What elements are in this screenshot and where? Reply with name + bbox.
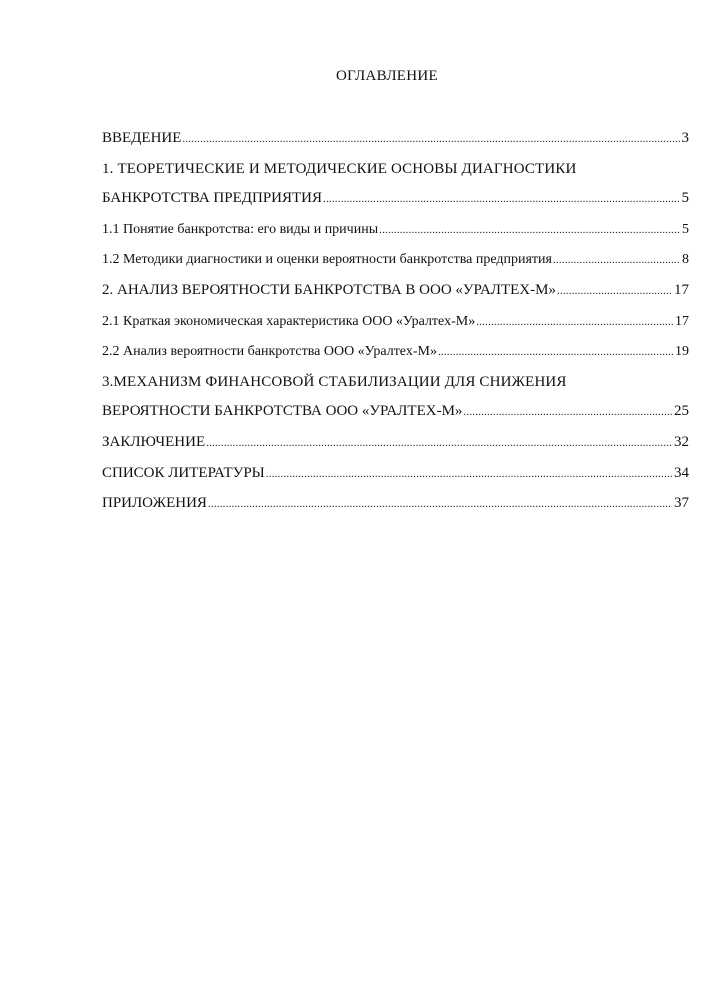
toc-entry-page: 32: [674, 433, 689, 450]
toc-entry-page: 17: [675, 313, 689, 329]
toc-entry-text: БАНКРОТСТВА ПРЕДПРИЯТИЯ: [102, 190, 322, 207]
toc-entry-page: 17: [674, 281, 689, 298]
toc-entry-text: 2.2 Анализ вероятности банкротства ООО «Уралтех-М»: [102, 344, 437, 360]
toc-entry[interactable]: [102, 397, 689, 428]
toc-entry-page: 25: [674, 403, 689, 420]
toc-entry-page: 3: [681, 130, 689, 146]
toc-entry-text: ЗАКЛЮЧЕНИЕ: [102, 433, 206, 450]
toc-leader-dots: [182, 125, 679, 155]
toc-entry-text: 2.1 Краткая экономическая характеристика ООО «Уралтех-М»: [102, 313, 476, 329]
toc-entry[interactable]: [102, 459, 689, 490]
toc-leader-dots: [266, 460, 672, 490]
toc-entry-text: СПИСОК ЛИТЕРАТУРЫ: [102, 464, 265, 481]
toc-entry[interactable]: [102, 337, 689, 368]
toc-leader-dots: [438, 338, 673, 368]
toc-leader-dots: [206, 429, 672, 459]
toc-entry[interactable]: [102, 307, 689, 338]
toc-leader-dots: [208, 490, 672, 520]
toc-entry-text: 1. ТЕОРЕТИЧЕСКИЕ И МЕТОДИЧЕСКИЕ ОСНОВЫ ДИАГНОСТИКИ: [102, 160, 577, 177]
table-of-contents: [102, 124, 689, 520]
toc-entry-text: 3.МЕХАНИЗМ ФИНАНСОВОЙ СТАБИЛИЗАЦИИ ДЛЯ СНИЖЕНИЯ: [102, 373, 567, 390]
toc-entry[interactable]: [102, 155, 689, 185]
toc-entry-text: ПРИЛОЖЕНИЯ: [102, 495, 207, 512]
toc-entry[interactable]: [102, 428, 689, 459]
toc-leader-dots: [379, 216, 680, 246]
toc-entry[interactable]: [102, 276, 689, 307]
toc-entry[interactable]: [102, 124, 689, 155]
toc-entry-page: 34: [674, 464, 689, 481]
toc-leader-dots: [553, 246, 680, 276]
toc-entry-text: 1.1 Понятие банкротства: его виды и причины: [102, 221, 379, 237]
toc-leader-dots: [463, 398, 672, 428]
toc-entry-text: ВЕРОЯТНОСТИ БАНКРОТСТВА ООО «УРАЛТЕХ-М»: [102, 403, 463, 420]
toc-entry-page: 5: [681, 190, 689, 207]
toc-leader-dots: [476, 308, 673, 338]
toc-entry[interactable]: [102, 245, 689, 276]
toc-entry[interactable]: [102, 489, 689, 520]
toc-entry-page: 8: [682, 252, 689, 268]
toc-entry-text: 1.2 Методики диагностики и оценки вероятности банкротства предприятия: [102, 252, 552, 268]
toc-leader-dots: [557, 277, 672, 307]
toc-entry[interactable]: [102, 368, 689, 398]
toc-entry[interactable]: [102, 215, 689, 246]
toc-entry-page: 19: [675, 344, 689, 360]
toc-entry-text: 2. АНАЛИЗ ВЕРОЯТНОСТИ БАНКРОТСТВА В ООО «УРАЛТЕХ-М»: [102, 281, 556, 298]
toc-entry-page: 5: [682, 221, 689, 237]
toc-entry-text: ВВЕДЕНИЕ: [102, 130, 182, 146]
toc-leader-dots: [323, 185, 680, 215]
toc-entry-page: 37: [674, 495, 689, 512]
page-title: ОГЛАВЛЕНИЕ: [336, 68, 438, 84]
toc-entry[interactable]: [102, 184, 689, 215]
